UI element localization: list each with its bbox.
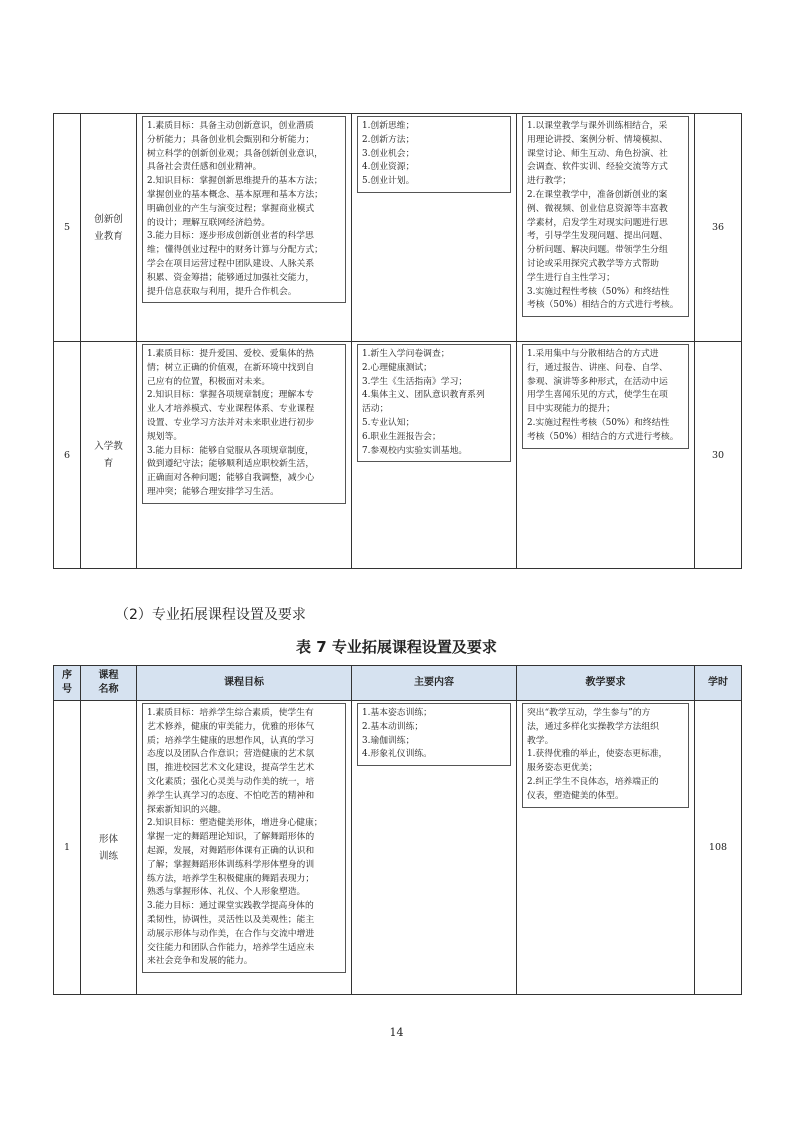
course-goals-line: 学会在项目运营过程中团队建设、人脉关系 (147, 258, 315, 269)
course-goals-line: 质；培养学生健康的思想作风，认真的学习 (147, 735, 315, 746)
teaching-requirements-line: 目中实现能力的提升； (527, 404, 615, 415)
course-name-line: 创新创 (94, 213, 123, 225)
course-goals-line: 养学生认真学习的态度、不怕吃苦的精神和 (147, 790, 315, 801)
teaching-requirements-line: 进行教学； (527, 176, 571, 187)
course-goals-box (142, 703, 346, 973)
course-goals-line: 1.素质目标：提升爱国、爱校、爱集体的热 (147, 349, 314, 359)
course-goals-line: 规划等。 (147, 431, 183, 442)
course-goals-line: 3.能力目标：逐步形成创新创业者的科学思 (147, 231, 314, 242)
teaching-requirements-line: 突出“教学互动，学生参与”的方 (527, 708, 651, 718)
course-goals-line: 柔韧性，协调性，灵活性以及美观性；能主 (147, 914, 315, 925)
course-goals (137, 342, 352, 569)
main-content-line: 1.新生入学问卷调查； (362, 349, 450, 359)
course-goals-line: 了解；掌握舞蹈形体训练科学形体塑身的训 (147, 859, 315, 870)
course-goals-line: 来社会竞争和发展的能力。 (147, 956, 253, 967)
main-content (352, 114, 517, 342)
course-hours: 30 (695, 342, 742, 569)
course-goals-line: 掌握一定的舞蹈理论知识，了解舞蹈形体的 (147, 832, 315, 843)
teaching-requirements-line: 例、微视频、创业信息资源等丰富教 (527, 203, 668, 214)
course-goals-line: 熟悉与掌握形体、礼仪、个人形象塑造。 (147, 887, 306, 898)
teaching-requirements-line: 1.采用集中与分散相结合的方式进 (527, 349, 659, 359)
course-goals-line: 1.素质目标：培养学生综合素质，使学生有 (147, 708, 314, 718)
header-goals: 课程目标 (137, 666, 352, 701)
main-content-line: 2.基本动训练； (362, 721, 424, 732)
section-heading: （2）专业拓展课程设置及要求 (115, 607, 306, 623)
teaching-requirements-line: 学素材，启发学生对现实问题进行思 (527, 217, 668, 228)
teaching-requirements-line: 用学生喜闻乐见的方式，使学生在项 (527, 390, 668, 401)
course-goals-line: 交往能力和团队合作能力，培养学生适应未 (147, 942, 315, 953)
course-goals-line: 练方法，培养学生积极健康的舞蹈表现力； (147, 873, 315, 884)
table-header-row (54, 666, 742, 701)
header-name-line: 名称 (98, 684, 119, 695)
course-goals-line: 积累、资金筹措；能够通过加强社交能力， (147, 272, 315, 283)
course-goals-line: 己应有的位置，积极面对未来。 (147, 376, 271, 387)
teaching-requirements (517, 701, 695, 995)
teaching-requirements-line: 1.获得优雅的举止，使姿态更标准， (527, 749, 668, 760)
teaching-requirements-line: 会调查、软件实训、经验交流等方式 (527, 162, 668, 173)
extension-course-table (53, 665, 742, 995)
course-goals-line: 2.知识目标：掌握各项规章制度；理解本专 (147, 390, 314, 401)
table-title: 表 7 专业拓展课程设置及要求 (296, 638, 497, 656)
course-goals-line: 2.知识目标：掌握创新思维提升的基本方法； (147, 176, 323, 187)
table-row (54, 701, 742, 995)
main-content-line: 5.专业认知； (362, 417, 415, 428)
main-content-line: 2.心理健康测试； (362, 362, 432, 373)
teaching-requirements-line: 讨论或采用探究式教学等方式帮助 (527, 258, 659, 269)
course-goals-line: 理冲突；能够合理安排学习生活。 (147, 486, 279, 497)
main-content-line: 1.基本姿态训练； (362, 708, 432, 718)
course-goals-box (142, 344, 346, 504)
course-goals-line: 探索新知识的兴趣。 (147, 804, 227, 815)
course-goals-line: 2.知识目标：塑造健美形体，增进身心健康； (147, 818, 323, 829)
teaching-requirements-line: 仪表，塑造健美的体型。 (527, 790, 624, 801)
teaching-requirements-line: 服务姿态更优美； (527, 763, 598, 774)
teaching-requirements-box (522, 116, 689, 317)
main-content-line: 1.创新思维； (362, 121, 415, 131)
course-goals-box (142, 116, 346, 303)
course-goals-line: 做到遵纪守法；能够顺利适应职校新生活， (147, 459, 315, 470)
course-goals-line: 围，推进校园艺术文化建设，提高学生艺术 (147, 763, 315, 774)
main-content-line: 4.集体主义、团队意识教育系列 (362, 390, 485, 401)
teaching-requirements-line: 考核（50%）相结合的方式进行考核。 (527, 300, 679, 311)
header-requirements: 教学要求 (517, 666, 695, 701)
header-name (81, 666, 137, 701)
teaching-requirements-line: 法，通过多样化实操教学方法组织 (527, 721, 659, 732)
course-goals-line: 的设计；理解互联网经济趋势。 (147, 217, 271, 228)
teaching-requirements (517, 114, 695, 342)
teaching-requirements-line: 2.实施过程性考核（50%）和终结性 (527, 417, 670, 428)
course-name-line: 训练 (98, 850, 118, 862)
teaching-requirements-line: 3.实施过程性考核（50%）和终结性 (527, 286, 670, 297)
main-content-line: 2.创新方法； (362, 134, 415, 145)
course-goals-line: 掌握创业的基本概念、基本原理和基本方法； (147, 189, 323, 200)
course-goals-line: 情；树立正确的价值观，在新环境中找到自 (147, 362, 315, 373)
course-name (81, 701, 137, 995)
teaching-requirements-box (522, 703, 689, 808)
course-goals-line: 3.能力目标：通过课堂实践教学提高身体的 (147, 901, 314, 912)
course-name-line: 育 (103, 458, 114, 469)
main-content (352, 342, 517, 569)
course-goals-line: 设置、专业学习方法并对未来职业进行初步 (147, 417, 315, 428)
course-name-line: 形体 (98, 833, 118, 845)
course-name (81, 114, 137, 342)
course-goals-line: 文化素质；强化心灵美与动作美的统一，培 (147, 776, 315, 787)
course-goals-line: 3.能力目标：能够自觉服从各项规章制度， (147, 445, 314, 456)
teaching-requirements-box (522, 344, 689, 449)
course-name-line: 入学教 (94, 441, 123, 452)
course-name (81, 342, 137, 569)
header-seq (54, 666, 81, 701)
main-content (352, 701, 517, 995)
course-goals-line: 艺术修养，健康的审美能力，优雅的形体气 (147, 721, 315, 732)
main-content-line: 5.创业计划。 (362, 176, 415, 187)
teaching-requirements-line: 考，引导学生发现问题、提出问题、 (527, 231, 668, 242)
table-row (54, 114, 742, 342)
course-name-line: 业教育 (94, 230, 123, 242)
teaching-requirements-line: 教学。 (527, 735, 554, 746)
course-goals-line: 态度以及团队合作意识；营造健康的艺术氛 (147, 749, 315, 760)
course-goals-line: 明确创业的产生与演变过程；掌握商业模式 (147, 203, 315, 214)
course-goals-line: 正确面对各种问题；能够自我调整，减少心 (147, 473, 315, 484)
teaching-requirements-line: 考核（50%）相结合的方式进行考核。 (527, 431, 679, 442)
main-content-box (357, 703, 511, 766)
course-table-continued (53, 113, 742, 569)
teaching-requirements (517, 342, 695, 569)
course-goals-line: 动展示形体与动作美，在合作与交流中增进 (147, 928, 315, 939)
header-seq-line: 号 (62, 684, 72, 695)
main-content-line: 7.参观校内实验实训基地。 (362, 445, 468, 456)
teaching-requirements-line: 2.纠正学生不良体态，培养端正的 (527, 776, 659, 787)
header-seq-line: 序 (62, 670, 72, 681)
main-content-line: 4.形象礼仪训练。 (362, 749, 432, 760)
course-goals-line: 业人才培养模式、专业课程体系、专业课程 (147, 404, 315, 415)
main-content-line: 6.职业生涯报告会； (362, 431, 441, 442)
main-content-box (357, 344, 511, 462)
main-content-line: 4.创业资源； (362, 162, 415, 173)
row-number: 1 (54, 701, 81, 995)
teaching-requirements-line: 参观、演讲等多种形式，在活动中运 (527, 376, 668, 387)
course-goals-line: 维；懂得创业过程中的财务计算与分配方式； (147, 245, 323, 256)
course-goals (137, 114, 352, 342)
course-goals-line: 起源，发展，对舞蹈形体课有正确的认识和 (147, 845, 315, 856)
teaching-requirements-line: 课堂讨论、师生互动、角色扮演、社 (527, 148, 668, 159)
teaching-requirements-line: 用理论讲授、案例分析、情境模拟、 (527, 134, 668, 145)
teaching-requirements-line: 学生进行自主性学习； (527, 272, 615, 283)
course-goals-line: 具备社会责任感和创业精神。 (147, 162, 262, 173)
main-content-line: 3.创业机会； (362, 148, 415, 159)
teaching-requirements-line: 分析问题、解决问题。带领学生分组 (527, 245, 668, 256)
row-number: 5 (54, 114, 81, 342)
course-goals-line: 1.素质目标：具备主动创新意识，创业潜质 (147, 121, 314, 131)
header-name-line: 课程 (98, 670, 119, 681)
course-goals-line: 提升信息获取与利用，提升合作机会。 (147, 286, 297, 297)
teaching-requirements-line: 行，通过报告、讲座、问卷、自学、 (527, 362, 668, 373)
teaching-requirements-line: 2.在课堂教学中，准备创新创业的案 (527, 189, 668, 200)
table-row (54, 342, 742, 569)
header-content: 主要内容 (352, 666, 517, 701)
course-goals-line: 树立科学的创新创业观；具备创新创业意识， (147, 148, 323, 159)
row-number: 6 (54, 342, 81, 569)
main-content-line: 活动； (362, 404, 389, 415)
main-content-line: 3.学生《生活指南》学习； (362, 376, 468, 387)
header-hours: 学时 (695, 666, 742, 701)
course-hours: 108 (695, 701, 742, 995)
course-goals-line: 分析能力；具备创业机会甄别和分析能力； (147, 134, 315, 145)
teaching-requirements-line: 1.以课堂教学与课外训练相结合，采 (527, 121, 668, 131)
main-content-box (357, 116, 511, 193)
course-hours: 36 (695, 114, 742, 342)
main-content-line: 3.瑜伽训练； (362, 735, 415, 746)
page-number: 14 (389, 1026, 404, 1039)
course-goals (137, 701, 352, 995)
